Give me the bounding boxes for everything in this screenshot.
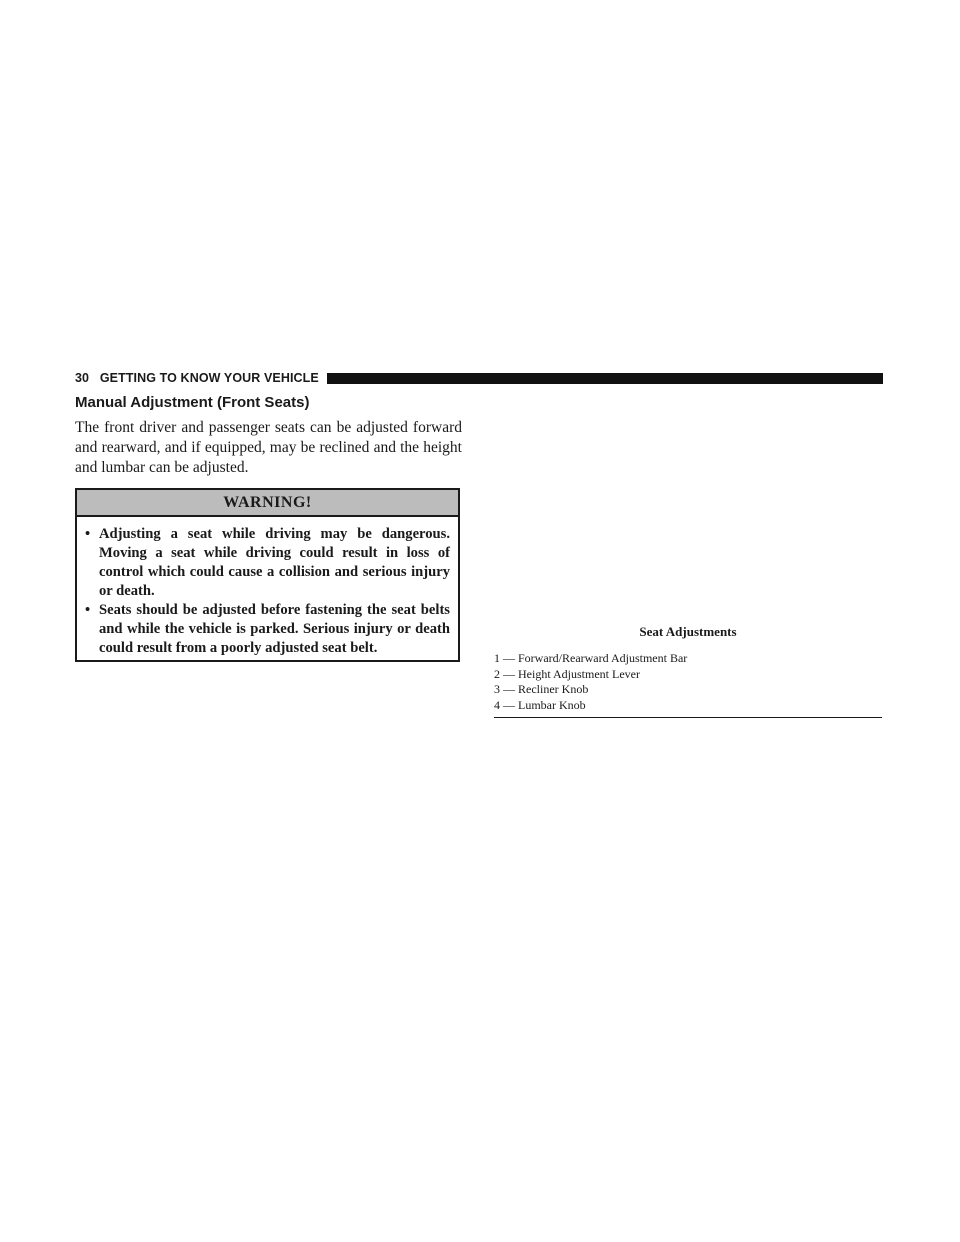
warning-item-text: Seats should be adjusted before fastening the seat belts and while the vehicle is parked. Serious injury or death could result from a poorly adjusted seat belt. <box>99 602 450 656</box>
chapter-title: GETTING TO KNOW YOUR VEHICLE <box>99 371 319 385</box>
section-title: Manual Adjustment (Front Seats) <box>75 394 310 411</box>
bullet-icon: • <box>85 526 91 542</box>
warning-item <box>83 601 450 658</box>
page-header <box>75 370 883 386</box>
header-rule-bar <box>327 373 883 384</box>
intro-paragraph: The front driver and passenger seats can be adjusted forward and rearward, and if equipped, may be reclined and the height and lumbar can be adjusted. <box>75 419 462 476</box>
warning-list <box>77 517 458 658</box>
figure-caption: Seat Adjustments <box>639 624 737 639</box>
warning-title: WARNING! <box>77 490 458 517</box>
legend-item: 3 — Recliner Knob <box>494 682 589 696</box>
warning-item <box>83 525 450 601</box>
legend-item: 1 — Forward/Rearward Adjustment Bar <box>494 651 688 665</box>
figure-legend <box>494 651 882 718</box>
page-number: 30 <box>75 371 90 385</box>
warning-box <box>75 488 460 662</box>
legend-item: 2 — Height Adjustment Lever <box>494 666 640 681</box>
bullet-icon: • <box>85 602 91 618</box>
legend-item: 4 — Lumbar Knob <box>494 697 586 712</box>
warning-item-text: Adjusting a seat while driving may be dangerous. Moving a seat while driving could result in loss of control which could cause a collision and serious injury or death. <box>99 526 450 599</box>
page-header-text <box>75 371 319 385</box>
